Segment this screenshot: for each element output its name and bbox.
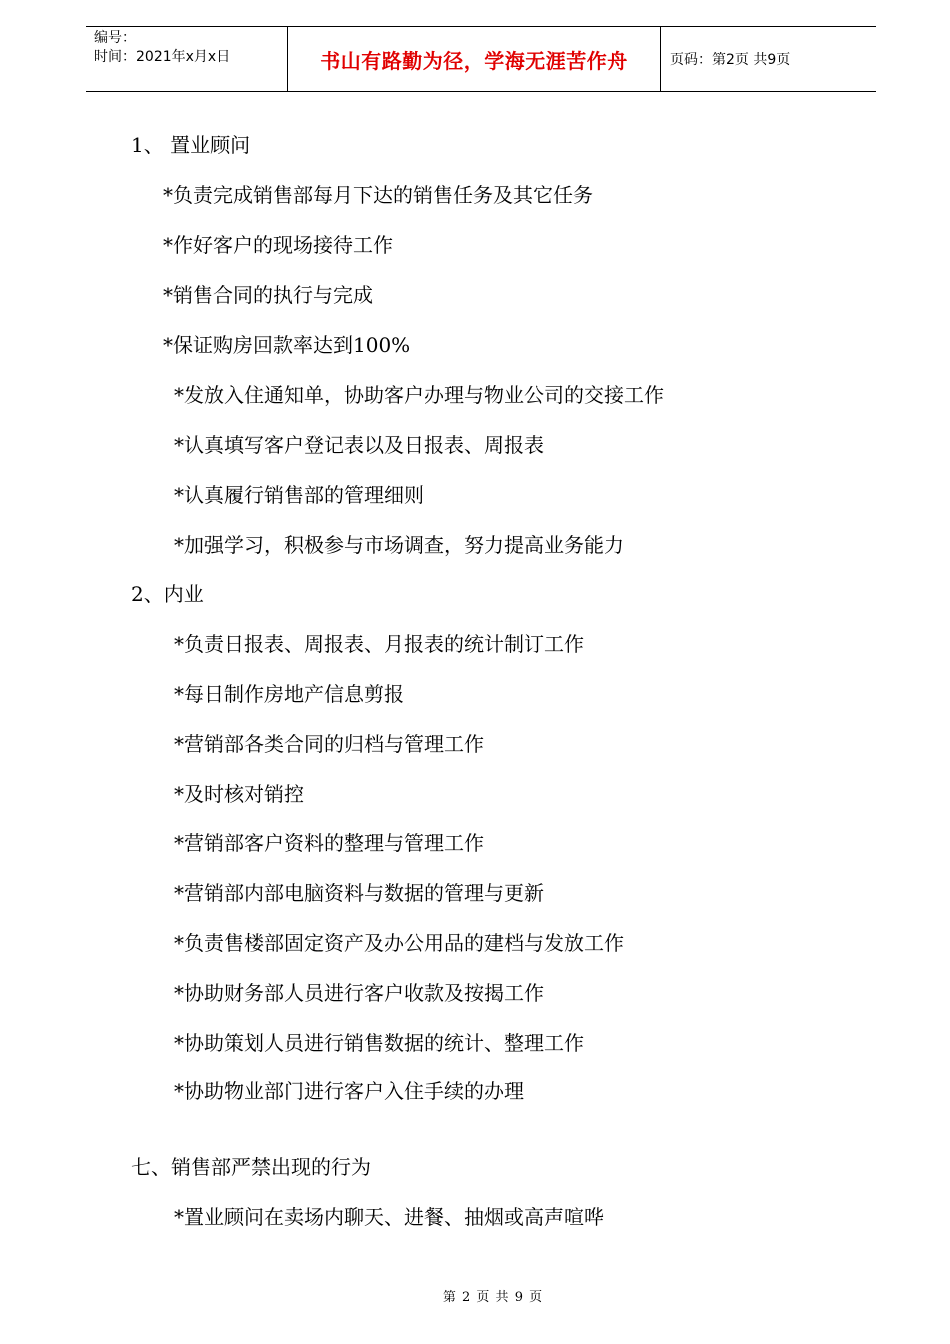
list-item: *保证购房回款率达到100%	[163, 333, 411, 357]
list-item: *营销部各类合同的归档与管理工作	[174, 732, 484, 756]
list-item: *协助策划人员进行销售数据的统计、整理工作	[174, 1031, 584, 1055]
list-item: *营销部内部电脑资料与数据的管理与更新	[174, 881, 544, 905]
list-item: *负责日报表、周报表、月报表的统计制订工作	[174, 632, 584, 656]
list-item: *协助财务部人员进行客户收款及按揭工作	[174, 981, 544, 1005]
page-header	[86, 26, 876, 92]
list-item: *负责完成销售部每月下达的销售任务及其它任务	[163, 183, 593, 207]
list-item: *置业顾问在卖场内聊天、进餐、抽烟或高声喧哗	[174, 1205, 604, 1229]
section-title: 2、内业	[131, 582, 204, 606]
list-item: *协助物业部门进行客户入住手续的办理	[174, 1079, 524, 1103]
header-page-info: 页码：第2页 共9页	[670, 52, 791, 68]
header-meta	[86, 27, 288, 91]
list-item: *销售合同的执行与完成	[163, 283, 373, 307]
list-item: *每日制作房地产信息剪报	[174, 682, 404, 706]
list-item: *加强学习，积极参与市场调查，努力提高业务能力	[174, 533, 624, 557]
section-title: 七、销售部严禁出现的行为	[131, 1155, 371, 1179]
list-item: *营销部客户资料的整理与管理工作	[174, 831, 484, 855]
list-item: *认真履行销售部的管理细则	[174, 483, 424, 507]
section-title: 1、 置业顾问	[131, 133, 251, 157]
list-item: *及时核对销控	[174, 782, 304, 806]
page-footer: 第 2 页 共 9 页	[442, 1290, 544, 1305]
serial-label: 编号：	[94, 30, 136, 46]
list-item: *发放入住通知单，协助客户办理与物业公司的交接工作	[174, 383, 664, 407]
list-item: *作好客户的现场接待工作	[163, 233, 393, 257]
time-label: 时间：2021年x月x日	[94, 49, 231, 65]
list-item: *负责售楼部固定资产及办公用品的建档与发放工作	[174, 931, 624, 955]
header-motto: 书山有路勤为径，学海无涯苦作舟	[288, 27, 661, 91]
list-item: *认真填写客户登记表以及日报表、周报表	[174, 433, 544, 457]
